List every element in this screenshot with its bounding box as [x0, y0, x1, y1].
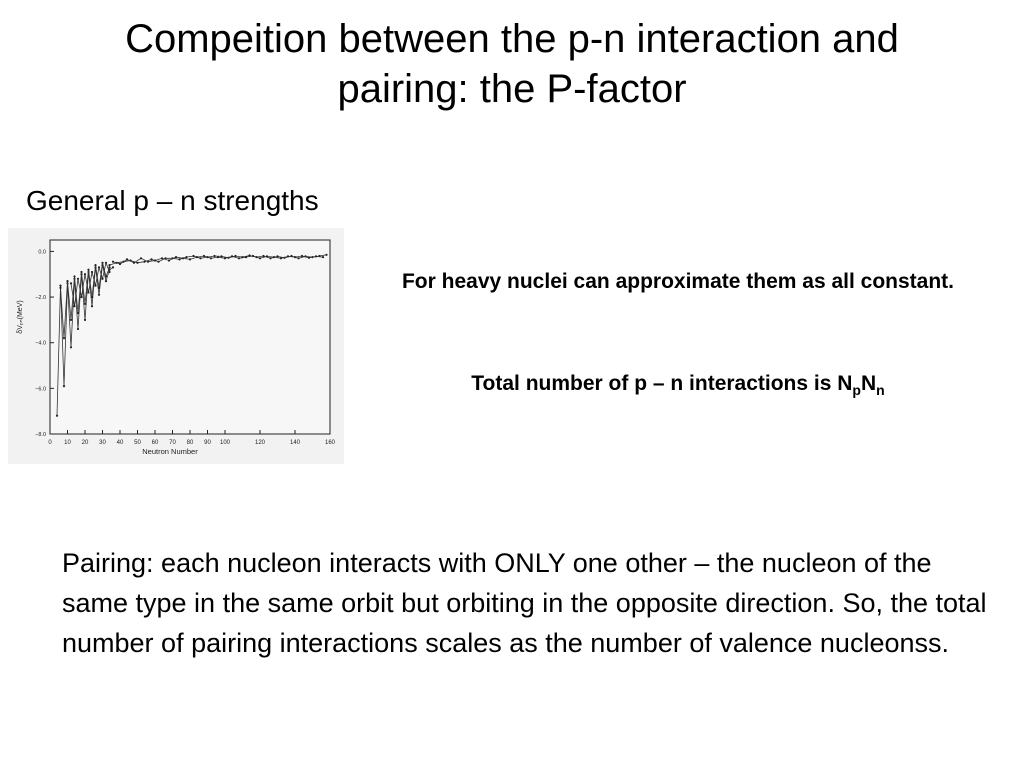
x-tick-label: 90 — [204, 440, 211, 446]
data-point — [73, 305, 75, 307]
y-tick-label: −2.0 — [35, 295, 46, 302]
data-point — [84, 273, 86, 275]
data-point — [84, 319, 86, 321]
data-point — [119, 263, 121, 265]
x-tick-label: 60 — [151, 440, 159, 446]
data-point — [143, 261, 145, 263]
data-point — [77, 278, 79, 280]
data-point — [59, 287, 61, 289]
data-point — [101, 278, 103, 280]
data-point — [98, 266, 100, 268]
data-point — [108, 271, 110, 273]
data-point — [63, 337, 65, 339]
data-point — [252, 255, 254, 257]
x-tick-label: 40 — [116, 440, 124, 446]
data-point — [294, 256, 296, 258]
data-point — [136, 262, 138, 264]
data-point — [203, 255, 205, 257]
data-point — [185, 256, 187, 258]
slide-title — [40, 14, 984, 114]
plot-frame — [50, 240, 330, 434]
data-point — [91, 305, 93, 307]
x-tick-label: 70 — [169, 440, 176, 446]
data-point — [269, 257, 271, 259]
data-point — [192, 255, 194, 257]
data-point — [70, 346, 72, 348]
y-tick-label: 0.0 — [38, 249, 46, 256]
data-point — [213, 255, 215, 257]
chart-svg — [8, 228, 344, 464]
note2-text: Total number of p – n interactions is N — [471, 372, 853, 395]
data-point — [94, 264, 96, 266]
data-point — [80, 296, 82, 298]
data-point — [66, 280, 68, 282]
data-point — [325, 254, 327, 256]
x-tick-label: 20 — [81, 440, 89, 446]
data-point — [266, 255, 268, 257]
data-point — [175, 256, 177, 258]
data-point — [112, 266, 114, 268]
data-point — [108, 266, 110, 268]
data-point — [101, 262, 103, 264]
data-point — [199, 257, 201, 259]
data-point — [87, 291, 89, 293]
total-interactions-note — [360, 368, 996, 406]
data-point — [105, 280, 107, 282]
data-point — [91, 271, 93, 273]
x-tick-label: 0 — [48, 440, 52, 446]
data-point — [84, 303, 86, 305]
note2-n: N — [860, 372, 877, 395]
data-point — [245, 256, 247, 258]
y-axis-label: δVₚₙ(MeV) — [17, 300, 24, 334]
x-tick-label: 160 — [324, 440, 336, 446]
data-point — [308, 257, 310, 259]
y-tick-label: −8.0 — [35, 432, 46, 438]
pn-strength-plot — [8, 228, 344, 464]
data-point — [56, 415, 58, 417]
pairing-paragraph: Pairing: each nucleon interacts with ONLY one other – the nucleon of the same type in the same orbit but orbiting in the opposite direction. So, the total number of pairing interactions scales as the number of valence nucleonss. — [62, 548, 987, 658]
y-tick-label: −6.0 — [35, 386, 46, 393]
note2-sub-p: p — [852, 382, 861, 398]
data-point — [80, 271, 82, 273]
x-tick-label: 50 — [134, 440, 141, 446]
data-point — [280, 257, 282, 259]
data-point — [59, 285, 61, 287]
data-point — [70, 282, 72, 284]
data-point — [273, 256, 275, 258]
title-line-1: Compeition between the p-n interaction and — [125, 17, 899, 61]
data-point — [140, 257, 142, 259]
data-point — [322, 256, 324, 258]
data-point — [301, 255, 303, 257]
data-point — [189, 258, 191, 260]
data-point — [126, 258, 128, 260]
data-point — [105, 262, 107, 264]
data-point — [63, 385, 65, 387]
data-point — [77, 328, 79, 330]
title-line-2: pairing: the P-factor — [337, 67, 687, 111]
data-point — [154, 259, 156, 261]
data-point — [297, 257, 299, 259]
data-point — [196, 256, 198, 258]
x-tick-label: 100 — [219, 440, 231, 446]
subheading: General p – n strengths — [26, 185, 319, 216]
data-point — [70, 319, 72, 321]
data-point — [105, 275, 107, 277]
data-point — [287, 255, 289, 257]
data-point — [238, 257, 240, 259]
x-tick-label: 120 — [254, 440, 266, 446]
heavy-nuclei-note: For heavy nuclei can approximate them as all constant. — [401, 270, 954, 293]
x-tick-label: 10 — [64, 440, 71, 446]
data-point — [77, 312, 79, 314]
data-point — [231, 255, 233, 257]
data-point — [147, 261, 149, 263]
data-point — [98, 287, 100, 289]
data-point — [94, 285, 96, 287]
data-point — [224, 257, 226, 259]
data-point — [133, 262, 135, 264]
data-point — [178, 258, 180, 260]
data-point — [91, 296, 93, 298]
x-axis-label: Neutron Number — [142, 447, 198, 456]
data-point — [112, 261, 114, 263]
y-tick-label: −4.0 — [35, 340, 46, 347]
data-point — [161, 257, 163, 259]
note2-sub-n: n — [876, 382, 885, 398]
data-point — [182, 257, 184, 259]
data-point — [87, 269, 89, 271]
x-tick-label: 140 — [289, 440, 301, 446]
x-tick-label: 30 — [99, 440, 106, 446]
data-point — [98, 294, 100, 296]
data-point — [217, 256, 219, 258]
data-point — [168, 259, 170, 261]
data-point — [108, 264, 110, 266]
data-point — [73, 275, 75, 277]
data-point — [315, 255, 317, 257]
data-point — [210, 257, 212, 259]
data-point — [157, 261, 159, 263]
data-point — [259, 257, 261, 259]
data-point — [150, 258, 152, 260]
x-tick-label: 80 — [186, 440, 194, 446]
